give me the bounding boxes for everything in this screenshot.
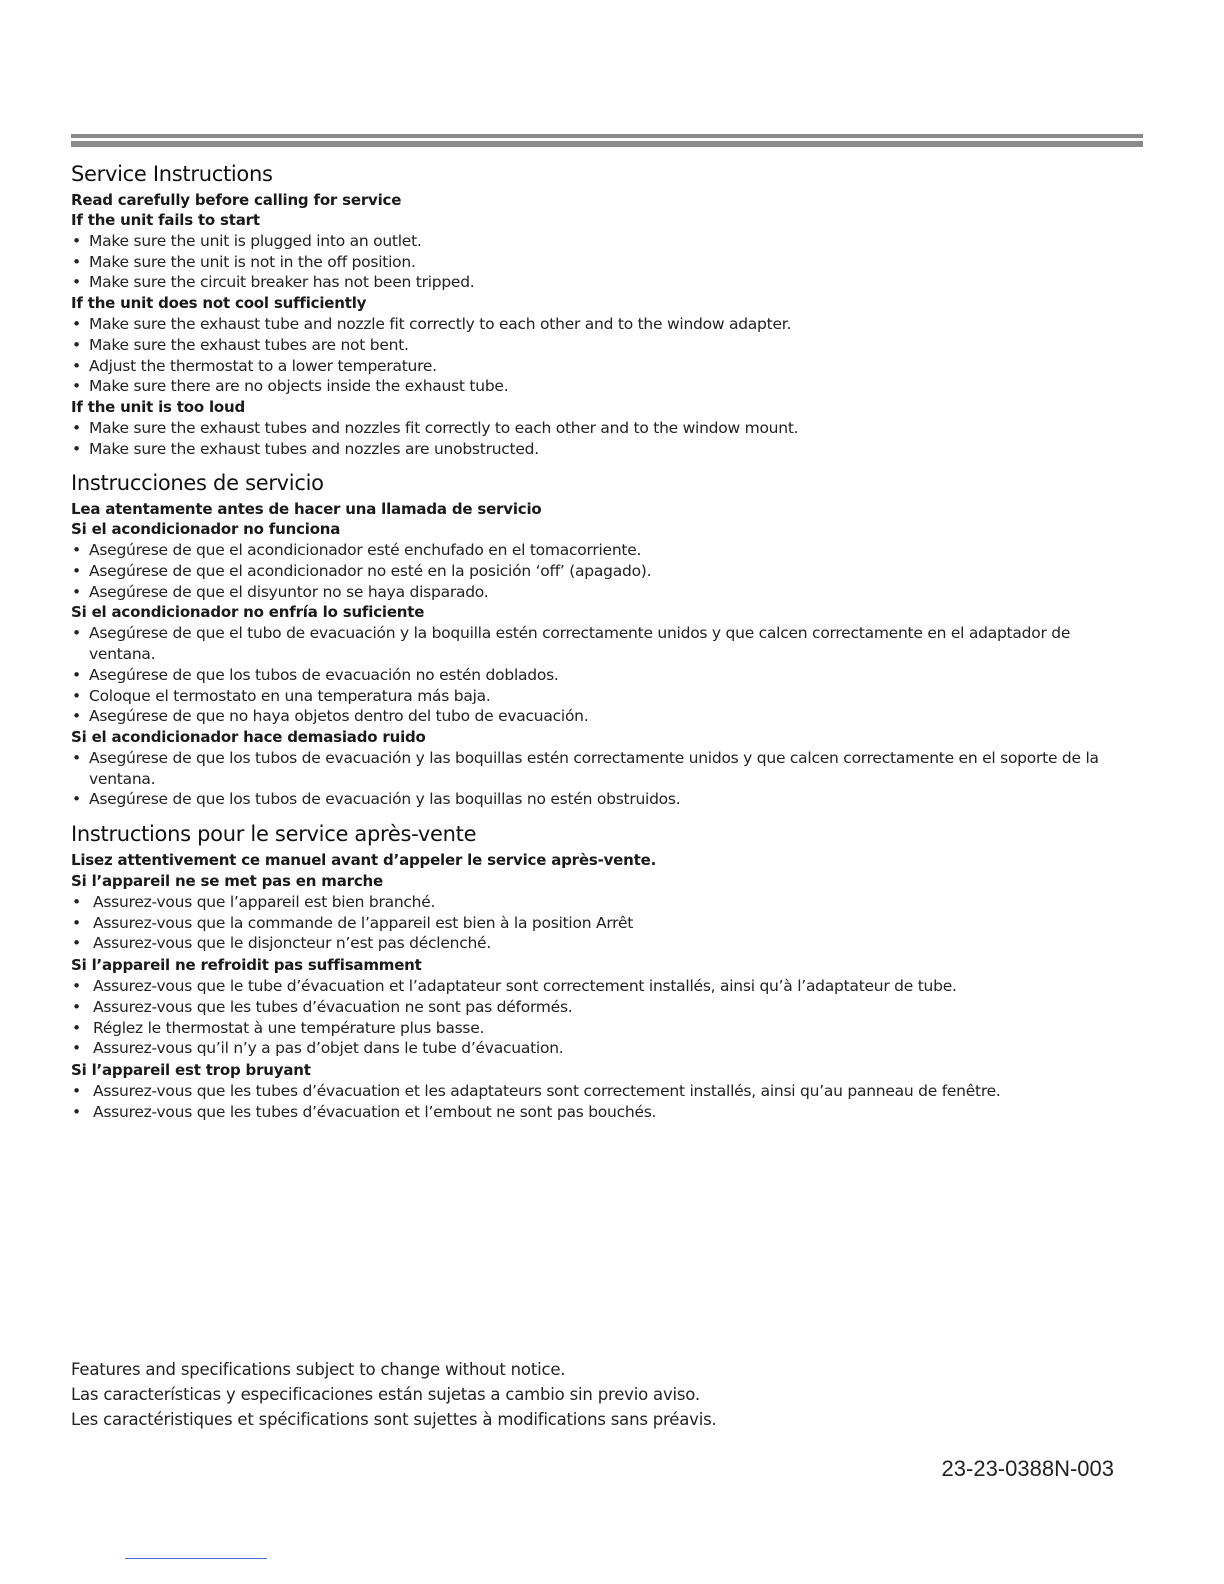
bullet-icon: • <box>72 707 81 726</box>
list-item <box>71 582 1131 603</box>
bullet-icon: • <box>72 541 81 560</box>
bullet-icon: • <box>72 624 81 643</box>
group-list <box>71 314 1131 397</box>
list-item-text: Asegúrese de que el acondicionador no esté en la posición ‘off’ (apagado). <box>89 562 652 581</box>
section-lead: Read carefully before calling for service <box>71 191 402 209</box>
bullet-icon: • <box>72 1018 81 1037</box>
section-spanish <box>71 467 1131 810</box>
list-item-text: Assurez-vous que les tubes d’évacuation et les adaptateurs sont correctement installés, ainsi qu’au panneau de fenêtre. <box>93 1081 1001 1100</box>
list-item-text: Adjust the thermostat to a lower temperature. <box>89 356 437 375</box>
list-item <box>71 997 1131 1018</box>
bullet-icon: • <box>72 377 81 396</box>
list-item-text: Assurez-vous que le tube d’évacuation et l’adaptateur sont correctement installés, ainsi qu’à l’adaptateur de tube. <box>93 977 957 996</box>
section-title: Instrucciones de servicio <box>71 471 324 496</box>
group-heading: Si l’appareil est trop bruyant <box>71 1060 311 1079</box>
list-item <box>71 376 1131 397</box>
group-list <box>71 231 1131 293</box>
bullet-icon: • <box>72 934 81 953</box>
bullet-icon: • <box>72 252 81 271</box>
bottom-divider <box>125 1558 267 1559</box>
list-item-text: Assurez-vous qu’il n’y a pas d’objet dans le tube d’évacuation. <box>93 1039 564 1058</box>
list-item <box>71 335 1131 356</box>
list-item <box>71 1018 1131 1039</box>
list-item <box>71 933 1131 954</box>
group-heading: Si l’appareil ne refroidit pas suffisamment <box>71 956 422 975</box>
list-item-text: Make sure the unit is plugged into an outlet. <box>89 232 422 250</box>
list-item <box>71 1038 1131 1059</box>
group-heading: Si el acondicionador no enfría lo suficiente <box>71 603 425 622</box>
bullet-icon: • <box>72 977 81 996</box>
group-list <box>71 748 1131 810</box>
list-item <box>71 272 1131 293</box>
bullet-icon: • <box>72 893 81 912</box>
footer-notes <box>71 1357 971 1432</box>
bullet-icon: • <box>72 748 81 767</box>
group-heading: Si el acondicionador hace demasiado ruido <box>71 727 426 746</box>
section-lead: Lisez attentivement ce manuel avant d’appeler le service après-vente. <box>71 851 657 870</box>
bullet-icon: • <box>72 273 81 292</box>
bullet-icon: • <box>72 335 81 354</box>
list-item <box>71 789 1131 810</box>
list-item <box>71 892 1131 913</box>
bullet-icon: • <box>72 418 81 437</box>
group-list <box>71 1081 1131 1122</box>
bullet-icon: • <box>72 1102 81 1121</box>
bullet-icon: • <box>72 790 81 809</box>
bullet-icon: • <box>72 232 81 250</box>
bullet-icon: • <box>72 439 81 458</box>
list-item-text: Asegúrese de que los tubos de evacuación y las boquillas estén correctamente unidos y que calcen correctamente en el soporte de la ventana. <box>89 748 1099 788</box>
list-item-text: Make sure the exhaust tubes are not bent. <box>89 335 409 354</box>
bullet-icon: • <box>72 997 81 1016</box>
list-item-text: Assurez-vous que l’appareil est bien branché. <box>93 893 436 912</box>
bullet-icon: • <box>72 582 81 601</box>
list-item-text: Assurez-vous que les tubes d’évacuation ne sont pas déformés. <box>93 997 573 1016</box>
list-item <box>71 252 1131 273</box>
list-item-text: Make sure the unit is not in the off position. <box>89 252 416 271</box>
list-item <box>71 231 1131 252</box>
section-title: Instructions pour le service après-vente <box>71 822 477 847</box>
footer-note: Les caractéristiques et spécifications sont sujettes à modifications sans préavis. <box>71 1410 717 1429</box>
list-item <box>71 623 1131 664</box>
list-item <box>71 1081 1131 1102</box>
bullet-icon: • <box>72 1039 81 1058</box>
list-item-text: Asegúrese de que los tubos de evacuación y las boquillas no estén obstruidos. <box>89 790 681 809</box>
section-title: Service Instructions <box>71 162 273 186</box>
group-list <box>71 623 1131 727</box>
list-item <box>71 913 1131 934</box>
group-heading: If the unit is too loud <box>71 397 246 416</box>
list-item-text: Assurez-vous que le disjoncteur n’est pas déclenché. <box>93 934 492 953</box>
list-item <box>71 540 1131 561</box>
header-rule-thick <box>71 141 1143 147</box>
list-item <box>71 356 1131 377</box>
group-list <box>71 892 1131 954</box>
list-item <box>71 976 1131 997</box>
group-list <box>71 418 1131 459</box>
section-lead: Lea atentamente antes de hacer una llamada de servicio <box>71 500 542 519</box>
list-item-text: Assurez-vous que la commande de l’appareil est bien à la position Arrêt <box>93 913 634 932</box>
list-item-text: Coloque el termostato en una temperatura más baja. <box>89 686 491 705</box>
list-item-text: Asegúrese de que el acondicionador esté enchufado en el tomacorriente. <box>89 541 642 560</box>
list-item <box>71 665 1131 686</box>
document-number: 23-23-0388N-003 <box>941 1456 1114 1481</box>
list-item <box>71 1102 1131 1123</box>
bullet-icon: • <box>72 562 81 581</box>
list-item <box>71 706 1131 727</box>
list-item-text: Réglez le thermostat à une température plus basse. <box>93 1018 485 1037</box>
footer-note: Las características y especificaciones están sujetas a cambio sin previo aviso. <box>71 1385 700 1404</box>
group-heading: If the unit does not cool sufficiently <box>71 294 367 313</box>
service-content <box>71 158 1131 1122</box>
list-item-text: Make sure there are no objects inside the exhaust tube. <box>89 377 509 396</box>
bullet-icon: • <box>72 913 81 932</box>
footer-note: Features and specifications subject to change without notice. <box>71 1360 566 1379</box>
list-item <box>71 418 1131 439</box>
bullet-icon: • <box>72 315 81 334</box>
list-item <box>71 686 1131 707</box>
list-item <box>71 748 1131 789</box>
group-heading: Si l’appareil ne se met pas en marche <box>71 872 383 891</box>
bullet-icon: • <box>72 356 81 375</box>
list-item-text: Make sure the circuit breaker has not been tripped. <box>89 273 475 292</box>
list-item-text: Make sure the exhaust tubes and nozzles fit correctly to each other and to the window mount. <box>89 418 799 437</box>
list-item <box>71 561 1131 582</box>
section-english <box>71 158 1131 459</box>
group-heading: Si el acondicionador no funciona <box>71 520 341 539</box>
group-list <box>71 540 1131 602</box>
section-french <box>71 818 1131 1122</box>
list-item-text: Asegúrese de que el tubo de evacuación y la boquilla estén correctamente unidos y que calcen correctamente en el adaptador de ventana. <box>89 624 1071 664</box>
list-item-text: Assurez-vous que les tubes d’évacuation et l’embout ne sont pas bouchés. <box>93 1102 657 1121</box>
list-item-text: Asegúrese de que el disyuntor no se haya disparado. <box>89 582 489 601</box>
list-item-text: Make sure the exhaust tube and nozzle fit correctly to each other and to the window adapter. <box>89 315 792 334</box>
group-list <box>71 976 1131 1059</box>
list-item <box>71 439 1131 460</box>
list-item-text: Asegúrese de que no haya objetos dentro del tubo de evacuación. <box>89 707 589 726</box>
bullet-icon: • <box>72 665 81 684</box>
bullet-icon: • <box>72 686 81 705</box>
bullet-icon: • <box>72 1081 81 1100</box>
list-item <box>71 314 1131 335</box>
list-item-text: Make sure the exhaust tubes and nozzles are unobstructed. <box>89 439 539 458</box>
group-heading: If the unit fails to start <box>71 211 260 229</box>
header-rule-thin <box>71 134 1143 138</box>
list-item-text: Asegúrese de que los tubos de evacuación no estén doblados. <box>89 665 559 684</box>
